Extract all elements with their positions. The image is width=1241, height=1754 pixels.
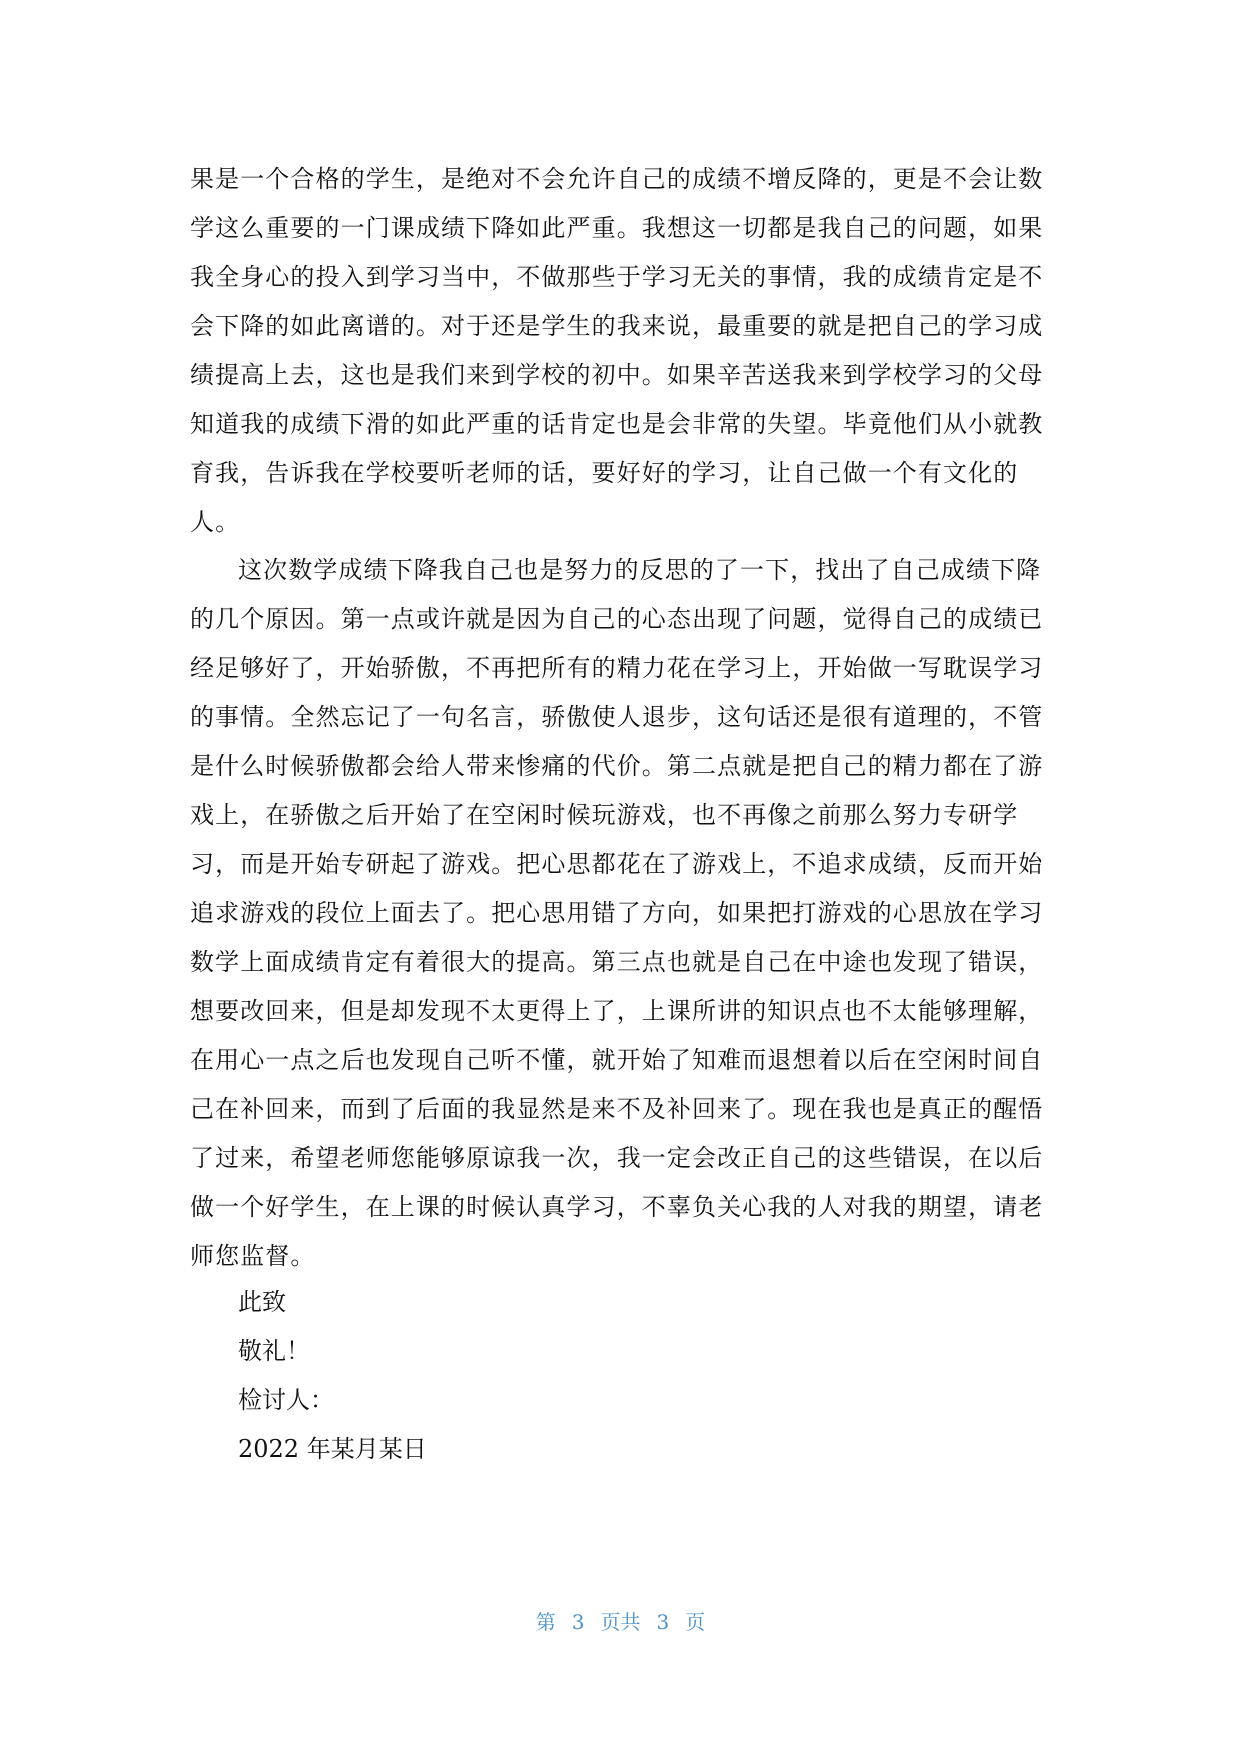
text-line: 是什么时候骄傲都会给人带来惨痛的代价。第二点就是把自己的精力都在了游 <box>190 752 1044 780</box>
page-footer <box>0 1606 1241 1635</box>
text-line: 想要改回来，但是却发现不太更得上了，上课所讲的知识点也不太能够理解， <box>190 997 1044 1025</box>
text-line: 戏上，在骄傲之后开始了在空闲时候玩游戏，也不再像之前那么努力专研学 <box>190 801 1019 829</box>
letter-closing <box>238 1278 427 1474</box>
paragraph-continuation <box>190 155 1050 547</box>
footer-current-page: 3 <box>571 1610 585 1634</box>
footer-end-word: 页 <box>685 1610 706 1634</box>
text-line: 数学上面成绩肯定有着很大的提高。第三点也就是自己在中途也发现了错误， <box>190 948 1044 976</box>
paragraph-reflection <box>190 546 1050 1281</box>
text-line: 习，而是开始专研起了游戏。把心思都花在了游戏上，不追求成绩，反而开始 <box>190 850 1044 878</box>
letter-date: 2022 年某月某日 <box>238 1435 427 1463</box>
text-line: 会下降的如此离谱的。对于还是学生的我来说，最重要的就是把自己的学习成 <box>190 312 1044 340</box>
footer-total-pages: 3 <box>656 1610 670 1634</box>
text-line: 绩提高上去，这也是我们来到学校的初中。如果辛苦送我来到学校学习的父母 <box>190 361 1044 389</box>
text-line: 知道我的成绩下滑的如此严重的话肯定也是会非常的失望。毕竟他们从小就教 <box>190 410 1044 438</box>
salutation: 此致 <box>238 1288 286 1316</box>
footer-total-word: 页共 <box>600 1610 641 1634</box>
signer-label: 检讨人： <box>238 1386 334 1414</box>
footer-page-word: 第 <box>535 1610 556 1634</box>
text-line: 果是一个合格的学生，是绝对不会允许自己的成绩不增反降的，更是不会让数 <box>190 165 1044 193</box>
text-line: 育我，告诉我在学校要听老师的话，要好好的学习，让自己做一个有文化的 <box>190 459 1019 487</box>
text-line: 己在补回来，而到了后面的我显然是来不及补回来了。现在我也是真正的醒悟 <box>190 1095 1044 1123</box>
text-line: 追求游戏的段位上面去了。把心思用错了方向，如果把打游戏的心思放在学习 <box>190 899 1044 927</box>
text-line: 的几个原因。第一点或许就是因为自己的心态出现了问题，觉得自己的成绩已 <box>190 605 1044 633</box>
text-line: 做一个好学生，在上课的时候认真学习，不辜负关心我的人对我的期望，请老 <box>190 1193 1044 1221</box>
text-line: 的事情。全然忘记了一句名言，骄傲使人退步，这句话还是很有道理的，不管 <box>190 703 1044 731</box>
text-line: 师您监督。 <box>190 1242 316 1270</box>
text-line: 学这么重要的一门课成绩下降如此严重。我想这一切都是我自己的问题，如果 <box>190 214 1044 242</box>
regards: 敬礼！ <box>238 1337 310 1365</box>
text-line: 我全身心的投入到学习当中，不做那些于学习无关的事情，我的成绩肯定是不 <box>190 263 1044 291</box>
text-line: 了过来，希望老师您能够原谅我一次，我一定会改正自己的这些错误，在以后 <box>190 1144 1044 1172</box>
text-line: 人。 <box>190 508 241 536</box>
text-line: 经足够好了，开始骄傲，不再把所有的精力花在学习上，开始做一写耽误学习 <box>190 654 1044 682</box>
text-line: 这次数学成绩下降我自己也是努力的反思的了一下，找出了自己成绩下降 <box>238 556 1042 584</box>
text-line: 在用心一点之后也发现自己听不懂，就开始了知难而退想着以后在空闲时间自 <box>190 1046 1044 1074</box>
